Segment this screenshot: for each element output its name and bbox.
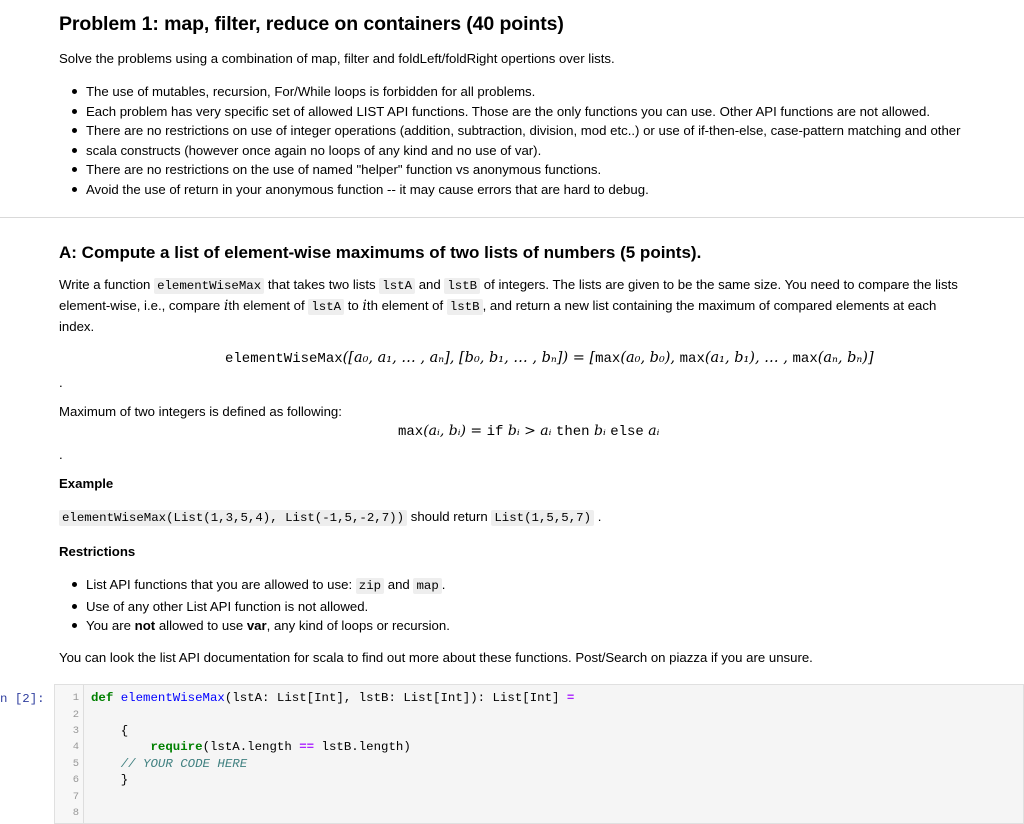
formula-args: (a₀, b₀),: [620, 350, 680, 366]
desc-text: of integers. The lists are given to be the same size. You need to compare the lists: [483, 277, 958, 292]
desc-text: th element of: [228, 298, 305, 313]
example-text: .: [597, 509, 602, 524]
example-heading: Example: [59, 476, 114, 491]
code-line-6[interactable]: }: [91, 773, 129, 787]
formula-dot: .: [59, 447, 63, 462]
element-wise-max-formula: [225, 350, 874, 367]
restriction-text: , any kind of loops or recursion.: [266, 618, 450, 634]
math-i: i: [362, 298, 367, 314]
restrictions-list: [72, 575, 450, 636]
problem-intro: Solve the problems using a combination of map, filter and foldLeft/foldRight opertions over lists.: [59, 51, 615, 66]
desc-text: that takes two lists: [267, 277, 376, 292]
formula-max: max: [398, 424, 424, 440]
rule-item: There are no restrictions on use of integer operations (addition, subtraction, division, mod etc..) or use of if-then-else, case-pattern matching and other: [72, 121, 961, 141]
lstb-code: lstB: [447, 299, 483, 315]
desc-text: th element of: [366, 298, 444, 313]
lsta-code: lstA: [308, 299, 344, 315]
code-operator: ==: [299, 740, 315, 754]
code-line-1[interactable]: [91, 691, 574, 705]
restriction-bold: var: [246, 618, 267, 634]
problem-title: Problem 1: map, filter, reduce on containers (40 points): [59, 13, 564, 35]
part-a-title: A: Compute a list of element-wise maximums of two lists of numbers (5 points).: [59, 243, 702, 262]
formula-args: ([a₀, a₁, … , aₙ], [b₀, b₁, … , bₙ]) = [: [342, 350, 596, 366]
keyword-require: require: [150, 740, 203, 754]
line-number: 6: [72, 774, 79, 786]
code-function-name: elementWiseMax: [120, 691, 225, 705]
map-code: map: [413, 578, 441, 594]
code-text: (lstA.length: [202, 740, 300, 754]
restriction-item: Use of any other List API function is not allowed.: [72, 597, 450, 617]
formula-keyword: then: [555, 424, 590, 440]
formula-keyword: else: [610, 424, 644, 440]
restriction-text: allowed to use: [158, 618, 244, 634]
line-number: 7: [72, 791, 79, 803]
code-text: lstB.length): [314, 740, 411, 754]
restriction-text: .: [441, 577, 446, 592]
restriction-text: List API functions that you are allowed to use:: [86, 577, 353, 592]
example-call-code: elementWiseMax(List(1,3,5,4), List(-1,5,-2,7)): [59, 510, 407, 526]
restriction-item: [72, 616, 450, 636]
formula-max: max: [792, 351, 818, 367]
code-line-3[interactable]: {: [91, 724, 129, 738]
restriction-text: You are: [86, 618, 131, 634]
formula-args: (aₙ, bₙ)]: [817, 350, 874, 366]
line-number: 2: [72, 709, 79, 721]
line-number: 3: [72, 725, 79, 737]
restriction-text: and: [387, 577, 410, 592]
formula-max: max: [679, 351, 705, 367]
restriction-bold: not: [134, 618, 156, 634]
line-number: 4: [72, 741, 79, 753]
math-i: i: [223, 298, 229, 314]
formula-args: (a₁, b₁), … ,: [704, 350, 793, 366]
desc-text: to: [347, 298, 359, 313]
formula-max: max: [595, 351, 621, 367]
part-a-description-line3: index.: [59, 319, 95, 334]
part-a-description-line1: [59, 277, 958, 293]
formula-keyword: if: [486, 424, 504, 440]
example-text: should return: [410, 509, 488, 524]
max-definition-label: Maximum of two integers is defined as following:: [59, 404, 342, 419]
desc-text: and: [418, 277, 441, 292]
code-indent: [91, 740, 151, 754]
formula-value: bᵢ: [589, 423, 611, 439]
desc-text: , and return a new list containing the maximum of compared elements at each: [482, 298, 937, 313]
restrictions-heading: Restrictions: [59, 544, 136, 559]
lsta-code: lstA: [379, 278, 415, 294]
max-definition-formula: [398, 423, 659, 440]
line-number: 8: [72, 807, 79, 819]
part-a-description-line2: [59, 298, 936, 314]
line-number: 5: [72, 758, 79, 770]
api-note: You can look the list API documentation for scala to find out more about these functions. Post/Search on piazza if you are unsure.: [59, 650, 813, 665]
cell-divider: [0, 217, 1024, 218]
function-name-code: elementWiseMax: [154, 278, 264, 294]
rule-item-continuation: scala constructs (however once again no loops of any kind and no use of var).: [72, 141, 961, 161]
formula-value: aᵢ: [643, 423, 660, 439]
code-line-4[interactable]: [91, 740, 411, 754]
desc-text: element-wise, i.e., compare: [59, 298, 221, 313]
rule-item: Each problem has very specific set of allowed LIST API functions. Those are the only functions you can use. Other API functions are not allowed.: [72, 102, 961, 122]
formula-fn: elementWiseMax: [225, 351, 343, 367]
cell-prompt: n [2]:: [0, 692, 45, 706]
rule-item: The use of mutables, recursion, For/While loops is forbidden for all problems.: [72, 82, 961, 102]
example-result-code: List(1,5,5,7): [491, 510, 594, 526]
example-line: [59, 509, 601, 525]
zip-code: zip: [356, 578, 384, 594]
restriction-item: [72, 575, 450, 597]
line-number-gutter: [55, 685, 84, 823]
code-signature: (lstA: List[Int], lstB: List[Int]): List[Int]: [224, 691, 567, 705]
rule-item: There are no restrictions on the use of named "helper" function vs anonymous functions.: [72, 160, 961, 180]
line-number: 1: [72, 692, 79, 704]
formula-args: (aᵢ, bᵢ) =: [423, 423, 487, 439]
code-line-5-comment[interactable]: // YOUR CODE HERE: [91, 757, 248, 771]
desc-text: Write a function: [59, 277, 151, 292]
formula-dot: .: [59, 375, 63, 390]
code-cell[interactable]: [54, 684, 1024, 824]
rule-item: Avoid the use of return in your anonymous function -- it may cause errors that are hard to debug.: [72, 180, 961, 200]
lstb-code: lstB: [444, 278, 480, 294]
keyword-def: def: [91, 691, 114, 705]
formula-cond: bᵢ > aᵢ: [503, 423, 556, 439]
rules-list: [72, 82, 961, 200]
code-operator: =: [566, 691, 575, 705]
